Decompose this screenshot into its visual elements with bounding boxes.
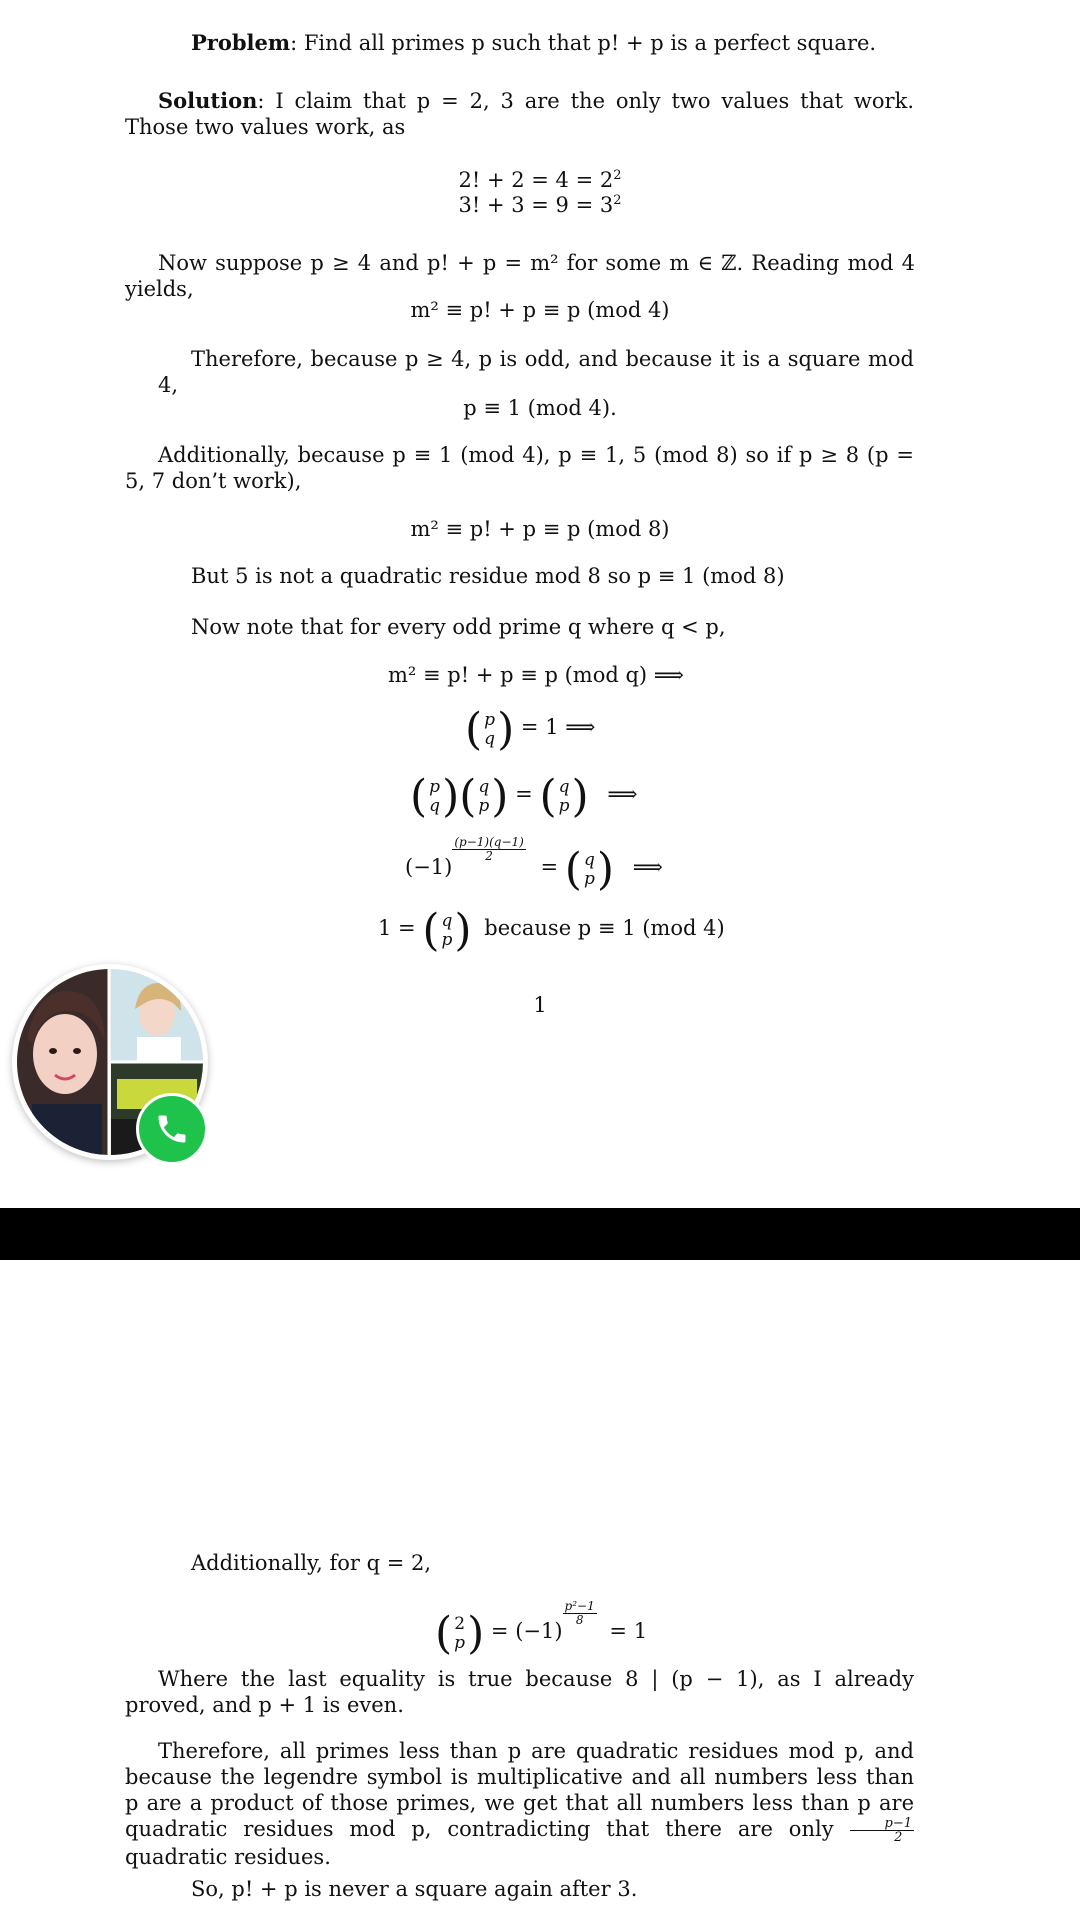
chain-line-5: 1 = ( q p ) because p ≡ 1 (mod 4) (378, 905, 725, 956)
legendre-q-over-p-2: ( q p ) (539, 771, 589, 822)
exponent-fraction: $\frac{(p-1)(q-1)}{2}$ (454, 835, 524, 863)
problem-label: Problem (191, 30, 291, 55)
equation-3-factorial: 3! + $3 = 9 = 3^2$ (458, 193, 622, 217)
equation-legendre-2-over-p: ( 2 p ) = (−1) $\frac{\text{p²−1}}{8}$ = 1 (435, 1599, 648, 1659)
equation-mod8: m² ≡ p! + p ≡ p (mod 8) (410, 517, 670, 541)
solution-label: Solution (158, 88, 258, 113)
paragraph-therefore-odd: Therefore, because p ≥ 4, p is odd, and because it is a square mod 4, (158, 347, 914, 397)
equation-p-mod4: p ≡ 1 (mod 4). (463, 396, 617, 420)
paragraph-therefore-contradiction: Therefore, all primes less than p are quadratic residues mod p, and because the legendre symbol is multiplicative and all numbers less than p are a product of those primes, we get that all numbers less than p are quadratic residues mod p, contradicting that there are only $\frac{p-1}{2}$ quadratic residues. (125, 1739, 914, 1869)
phone-call-button[interactable] (136, 1093, 208, 1165)
paragraph-now-note: Now note that for every odd prime q where q < p, (191, 615, 726, 639)
paragraph-additionally-mod8: Additionally, because p ≡ 1 (mod 4), p ≡ 1, 5 (mod 8) so if p ≥ 8 (p = 5, 7 don’t work), (125, 443, 914, 493)
chain-line-4: (−1) $\frac{(p-1)(q-1)}{2}$ = ( q p ) ⟹ (405, 835, 663, 895)
page-number: 1 (533, 993, 547, 1017)
legendre-p-over-q: ( p q ) (465, 704, 515, 755)
paragraph-where: Where the last equality is true because 8 | (p − 1), as I already proved, and p + 1 is even. (125, 1667, 914, 1717)
chain-line-1: m² ≡ p! + p ≡ p (mod q) ⟹ (388, 663, 684, 687)
fraction-p-minus-1-over-2: $\frac{p-1}{2}$ (850, 1817, 915, 1844)
solution-intro (125, 88, 914, 140)
chain-line-3: ( p q )( q p ) = ( q p ) ⟹ (410, 771, 638, 822)
legendre-q-over-p-3: ( q p ) (564, 844, 615, 895)
paragraph-suppose: Now suppose p ≥ 4 and p! + p = m² for some m ∈ ℤ. Reading mod 4 yields, (125, 251, 915, 301)
paragraph-conclusion: So, p! + p is never a square again after 3. (191, 1877, 638, 1901)
equation-2-factorial: 2! + $2 = 4 = 2^2$ (458, 168, 622, 192)
document-page-2 (0, 1260, 1080, 1920)
page-separator-bar (0, 1208, 1080, 1260)
legendre-p-over-q-2: ( p q ) (410, 771, 460, 822)
legendre-2-over-p: ( 2 p ) (435, 1608, 485, 1659)
problem-statement (158, 30, 914, 56)
equation-mod4: m² ≡ p! + p ≡ p (mod 4) (410, 298, 670, 322)
legendre-q-over-p-4: ( q p ) (422, 905, 472, 956)
chain-line-2: ( p q ) = 1 ⟹ (465, 704, 596, 755)
solution-text: : I claim that p = 2, 3 are the only two values that work. Those two values work, as (125, 89, 914, 139)
phone-icon (154, 1111, 190, 1147)
paragraph-but: But 5 is not a quadratic residue mod 8 so p ≡ 1 (mod 8) (191, 564, 785, 588)
exponent-fraction-q2: $\frac{\text{p²−1}}{8}$ (564, 1599, 595, 1627)
legendre-q-over-p: ( q p ) (459, 771, 509, 822)
paragraph-additionally-q2: Additionally, for q = 2, (191, 1551, 432, 1575)
problem-text: : Find all primes p such that p! + p is a perfect square. (290, 31, 877, 55)
